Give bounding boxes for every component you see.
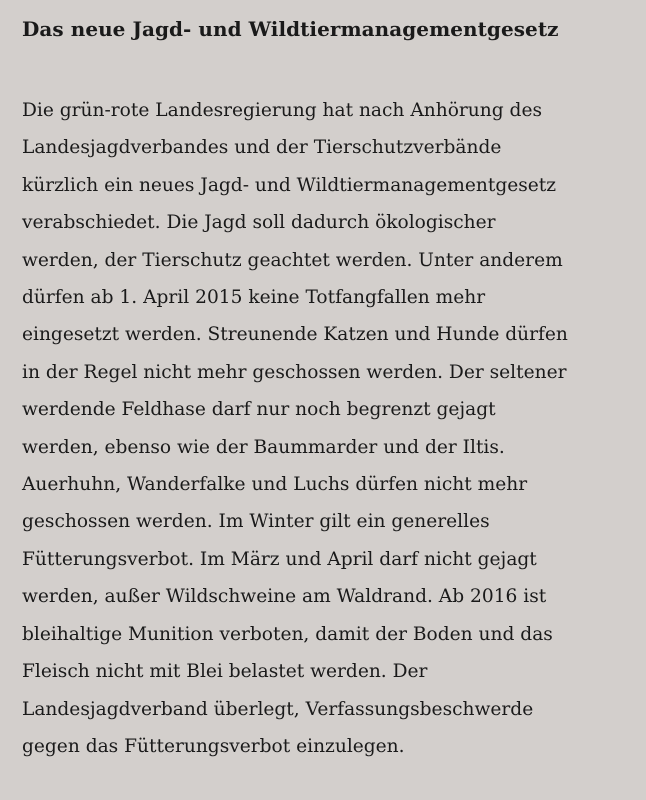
document-body [22,92,624,765]
body-line: verabschiedet. Die Jagd soll dadurch ökologischer [22,212,496,234]
body-line: kürzlich ein neues Jagd- und Wildtiermanagementgesetz [22,174,557,196]
body-line: in der Regel nicht mehr geschossen werden. Der seltener [22,361,567,383]
body-line: geschossen werden. Im Winter gilt ein generelles [22,511,490,533]
body-line: Landesjagdverband überlegt, Verfassungsbeschwerde [22,698,534,720]
body-line: Landesjagdverbandes und der Tierschutzverbände [22,137,502,159]
body-line: dürfen ab 1. April 2015 keine Totfangfallen mehr [22,287,486,309]
body-line: bleihaltige Munition verboten, damit der Boden und das [22,623,553,645]
body-line: Fütterungsverbot. Im März und April darf nicht gejagt [22,548,537,570]
body-line: gegen das Fütterungsverbot einzulegen. [22,735,405,757]
body-line: werden, ebenso wie der Baummarder und der Iltis. [22,436,505,458]
body-line: Fleisch nicht mit Blei belastet werden. Der [22,661,428,683]
body-line: werden, der Tierschutz geachtet werden. Unter anderem [22,249,563,271]
body-line: Die grün-rote Landesregierung hat nach Anhörung des [22,100,542,121]
document-title: Das neue Jagd- und Wildtiermanagementgesetz [22,17,559,41]
body-line: werden, außer Wildschweine am Waldrand. Ab 2016 ist [22,586,547,608]
body-line: werdende Feldhase darf nur noch begrenzt gejagt [22,399,496,421]
body-line: Auerhuhn, Wanderfalke und Luchs dürfen nicht mehr [22,474,528,496]
body-line: eingesetzt werden. Streunende Katzen und Hunde dürfen [22,324,568,346]
